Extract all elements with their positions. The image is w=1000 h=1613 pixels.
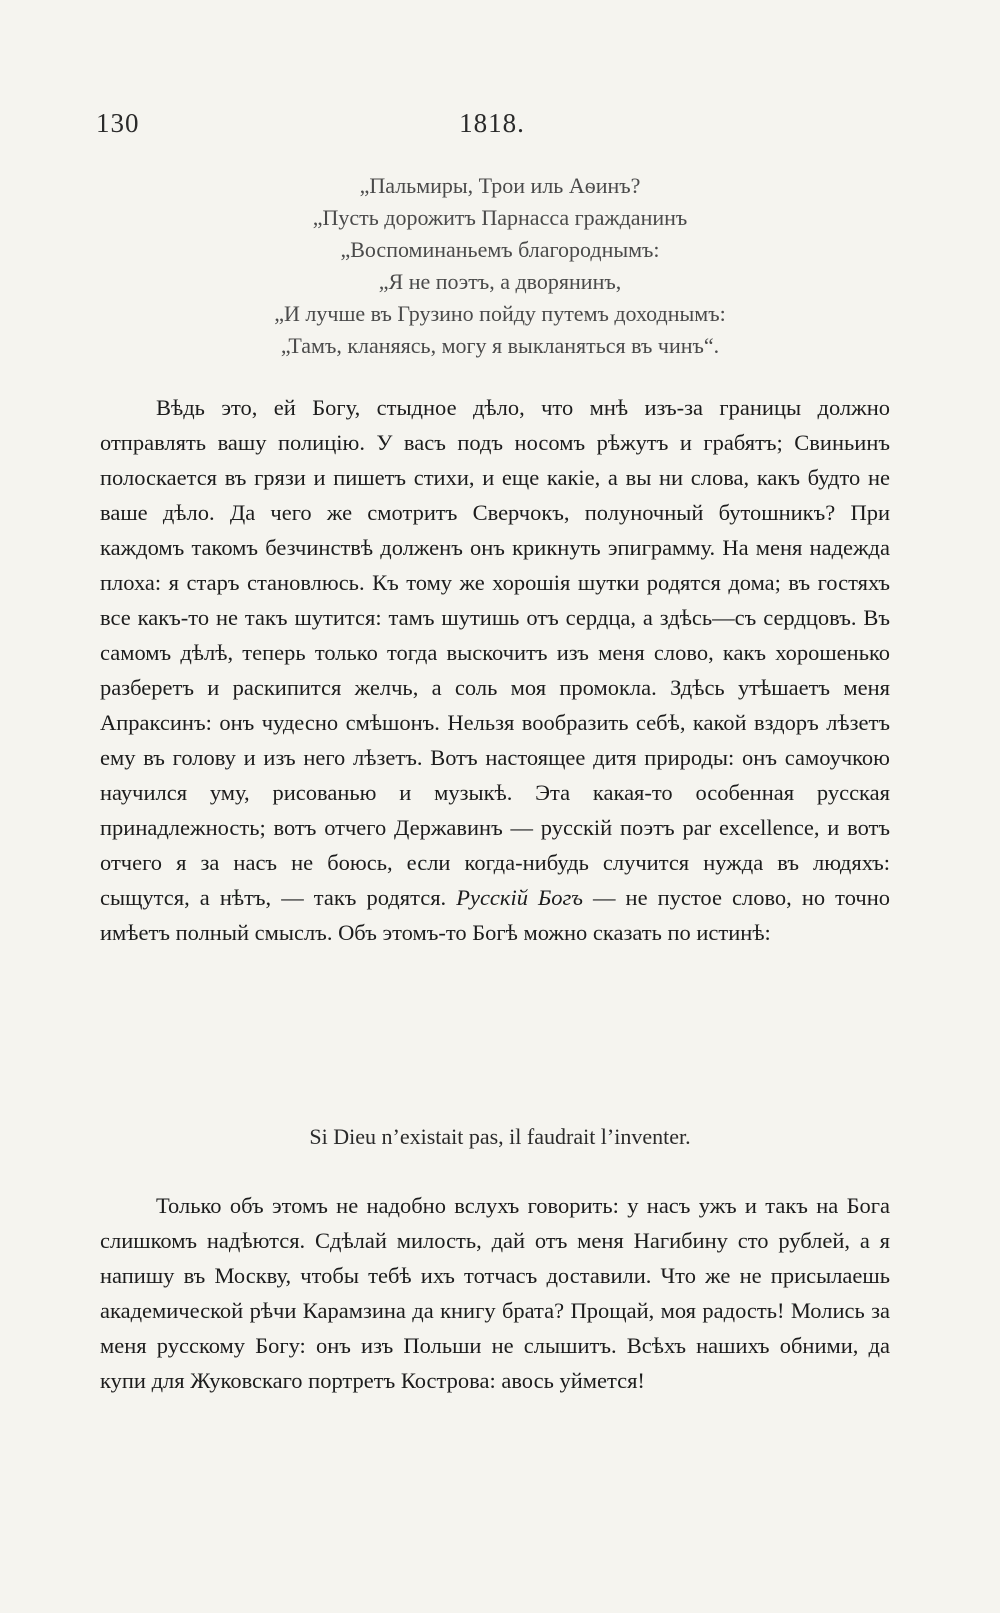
verse-block [0,170,1000,362]
verse-line: „И лучше въ Грузино пойду путемъ доходнымъ: [274,301,726,326]
page-number: 130 [96,108,140,138]
french-quote: Si Dieu n’existait pas, il faudrait l’inventer. [309,1124,691,1149]
verse-line: „Я не поэтъ, а дворянинъ, [378,269,622,294]
verse-line: „Тамъ, кланяясь, могу я выкланяться въ чинъ“. [280,333,720,358]
paragraph-closing: Только объ этомъ не надобно вслухъ говорить: у насъ ужъ и такъ на Бога слишкомъ надѣются. Сдѣлай милость, дай отъ меня Нагибину сто рублей, а я напишу въ Москву, чтобы тебѣ ихъ тотчасъ доставили. Что же не присылаешь академической рѣчи Карамзина да книгу брата? Прощай, моя радость! Молись за меня русскому Богу: онъ изъ Польши не слышитъ. Всѣхъ нашихъ обними, да купи для Жуковскаго портретъ Кострова: авось уймется! [100,1193,890,1393]
page-header [96,108,888,148]
verse-line: „Пальмиры, Трои иль Аѳинъ? [359,173,641,198]
italic-phrase: Русскій Богъ [456,885,583,910]
paragraph-text: Вѣдь это, ей Богу, стыдное дѣло, что мнѣ изъ-за границы должно отправлять вашу полицію. У васъ подъ носомъ рѣжутъ и грабятъ; Свиньинъ полоскается въ грязи и пишетъ стихи, и еще какіе, а вы ни слова, какъ будто не ваше дѣло. Да чего же смотритъ Сверчокъ, полуночный бутошникъ? При каждомъ такомъ безчинствѣ долженъ онъ крикнуть эпиграмму. На меня надежда плоха: я старъ становлюсь. Къ тому же хорошія шутки родятся дома; въ гостяхъ все какъ-то не такъ шутится: тамъ шутишь отъ сердца, а здѣсь—съ сердцовъ. Въ самомъ дѣлѣ, теперь только тогда выскочитъ изъ меня слово, какъ хорошенько разберетъ и раскипится желчь, а соль моя промокла. Здѣсь утѣшаетъ меня Апраксинъ: онъ чудесно смѣшонъ. Нельзя вообразить себѣ, какой вздоръ лѣзетъ ему въ голову и изъ него лѣзетъ. Вотъ настоящее дитя природы: онъ самоучкою научился уму, рисованью и музыкѣ. Эта какая-то особенная русская принадлежность; вотъ отчего Державинъ — русскій поэтъ par excellence, и вотъ отчего я за насъ не боюсь, если когда-нибудь случится нужда въ людяхъ: сыщутся, а нѣтъ, — такъ родятся. [100,395,890,910]
verse-line: „Воспоминаньемъ благороднымъ: [340,237,660,262]
verse-line: „Пусть дорожитъ Парнасса гражданинъ [312,205,688,230]
paragraph-text: — не пустое слово, но точно имѣетъ полный смыслъ. Объ этомъ-то Богѣ можно сказать по истинѣ: [100,885,890,945]
running-header-year: 1818. [459,108,525,138]
paragraph-main [100,390,890,950]
